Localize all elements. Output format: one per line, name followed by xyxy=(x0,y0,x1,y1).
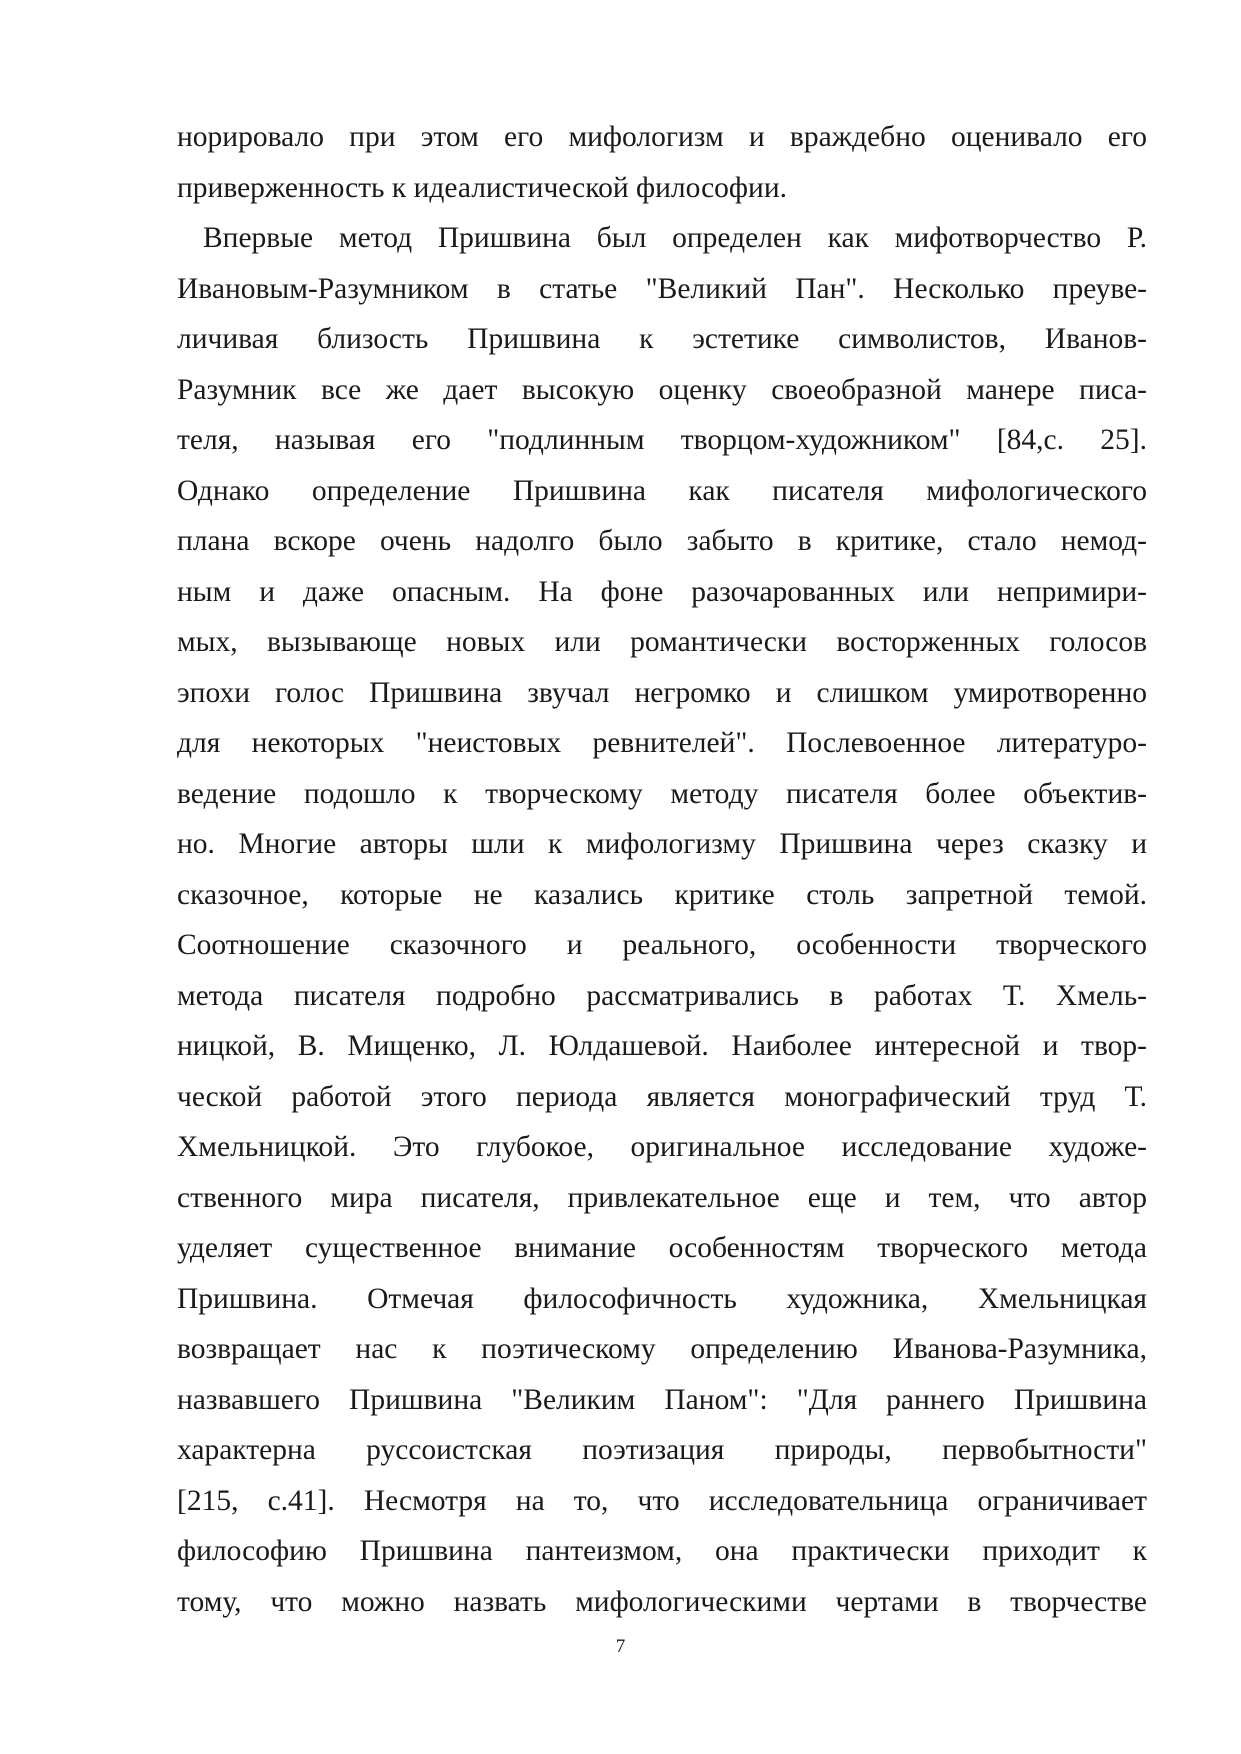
text-line: характерна руссоистская поэтизация природы, первобытности" xyxy=(177,1434,1147,1466)
text-line: личивая близость Пришвина к эстетике символистов, Иванов- xyxy=(177,323,1147,355)
text-line: приверженность к идеалистической философии. xyxy=(177,171,787,204)
text-line: сказочное, которые не казались критике столь запретной темой. xyxy=(177,878,1147,911)
text-line: Разумник все же дает высокую оценку своеобразной манере писа- xyxy=(177,373,1147,406)
text-line: метода писателя подробно рассматривались в работах Т. Хмель- xyxy=(177,979,1147,1012)
text-line: Ивановым-Разумником в статье "Великий Пан". Несколько преуве- xyxy=(177,272,1147,305)
text-line: мых, вызывающе новых или романтически восторженных голосов xyxy=(177,626,1147,658)
text-line: эпохи голос Пришвина звучал негромко и слишком умиротворенно xyxy=(177,676,1147,709)
text-line: Однако определение Пришвина как писателя мифологического xyxy=(177,474,1147,507)
text-line: тому, что можно назвать мифологическими чертами в творчестве xyxy=(177,1585,1147,1618)
text-line: теля, называя его "подлинным творцом-художником" [84,с. 25]. xyxy=(177,424,1147,456)
text-line: ческой работой этого периода является монографический труд Т. xyxy=(177,1080,1147,1113)
body-text xyxy=(177,112,1147,1627)
text-line: плана вскоре очень надолго было забыто в критике, стало немод- xyxy=(177,525,1147,557)
text-line: философию Пришвина пантеизмом, она практически приходит к xyxy=(177,1535,1147,1567)
text-line: но. Многие авторы шли к мифологизму Пришвина через сказку и xyxy=(177,828,1147,860)
text-line: для некоторых "неистовых ревнителей". Послевоенное литературо- xyxy=(177,727,1147,759)
text-line: Пришвина. Отмечая философичность художника, Хмельницкая xyxy=(177,1282,1147,1315)
text-line: Хмельницкой. Это глубокое, оригинальное исследование художе- xyxy=(177,1131,1147,1163)
text-line: [215, с.41]. Несмотря на то, что исследовательница ограничивает xyxy=(177,1484,1147,1517)
paragraph-first-line: Впервые метод Пришвина был определен как мифотворчество Р. xyxy=(203,222,1147,254)
text-line: ницкой, В. Мищенко, Л. Юлдашевой. Наиболее интересной и твор- xyxy=(177,1030,1147,1062)
text-line: возвращает нас к поэтическому определению Иванова-Разумника, xyxy=(177,1333,1147,1365)
text-line: ведение подошло к творческому методу писателя более объектив- xyxy=(177,777,1147,810)
text-line: Соотношение сказочного и реального, особенности творческого xyxy=(177,929,1147,961)
text-line: ственного мира писателя, привлекательное еще и тем, что автор xyxy=(177,1181,1147,1214)
text-line: назвавшего Пришвина "Великим Паном": "Для раннего Пришвина xyxy=(177,1383,1147,1416)
text-line: уделяет существенное внимание особенностям творческого метода xyxy=(177,1232,1147,1264)
text-line: ным и даже опасным. На фоне разочарованных или непримири- xyxy=(177,575,1147,608)
page-number: 7 xyxy=(615,1636,626,1657)
text-line: норировало при этом его мифологизм и враждебно оценивало его xyxy=(177,121,1147,153)
